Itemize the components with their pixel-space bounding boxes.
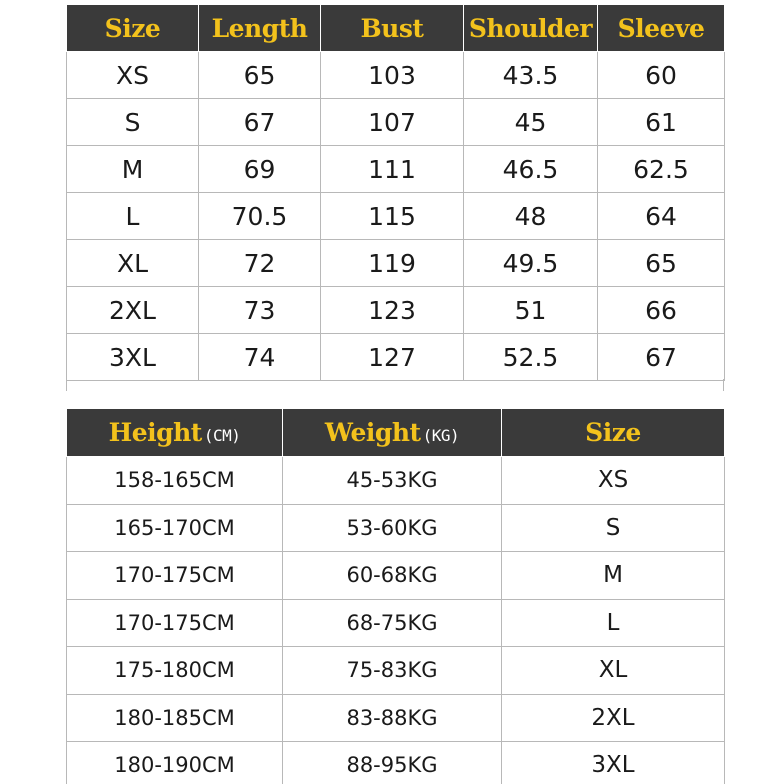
size-cell: XL [502, 647, 725, 695]
shoulder-cell: 43.5 [464, 52, 598, 99]
header-bust: Bust [321, 5, 464, 52]
measurement-table [66, 4, 725, 381]
table-row [67, 647, 725, 695]
sleeve-cell: 66 [598, 287, 725, 334]
size-recommendation-table [66, 408, 725, 784]
height-cell: 158-165CM [67, 457, 283, 505]
header-height [67, 409, 283, 457]
sleeve-cell: 60 [598, 52, 725, 99]
shoulder-cell: 46.5 [464, 146, 598, 193]
table-row [67, 599, 725, 647]
sleeve-cell: 61 [598, 99, 725, 146]
size-cell: L [502, 599, 725, 647]
table-row [67, 146, 725, 193]
height-cell: 180-190CM [67, 742, 283, 784]
size-cell: M [67, 146, 199, 193]
shoulder-cell: 49.5 [464, 240, 598, 287]
header-weight-label: Weight [324, 418, 421, 447]
bust-cell: 115 [321, 193, 464, 240]
table-row [67, 287, 725, 334]
sleeve-cell: 62.5 [598, 146, 725, 193]
table-row [67, 99, 725, 146]
weight-cell: 88-95KG [283, 742, 502, 784]
header-sleeve: Sleeve [598, 5, 725, 52]
table-row [67, 193, 725, 240]
size-cell: XS [502, 457, 725, 505]
length-cell: 70.5 [199, 193, 321, 240]
header-size [502, 409, 725, 457]
table-row [67, 334, 725, 381]
weight-cell: 45-53KG [283, 457, 502, 505]
length-cell: 65 [199, 52, 321, 99]
length-cell: 69 [199, 146, 321, 193]
size-cell: XL [67, 240, 199, 287]
sleeve-cell: 65 [598, 240, 725, 287]
length-cell: 73 [199, 287, 321, 334]
size-cell: 2XL [67, 287, 199, 334]
length-cell: 72 [199, 240, 321, 287]
table-row [67, 552, 725, 600]
header-weight-unit: (KG) [422, 426, 460, 445]
table-row [67, 52, 725, 99]
weight-cell: 53-60KG [283, 504, 502, 552]
weight-cell: 83-88KG [283, 694, 502, 742]
header-weight [283, 409, 502, 457]
size-cell: S [502, 504, 725, 552]
size-cell: M [502, 552, 725, 600]
size-cell: 3XL [502, 742, 725, 784]
bust-cell: 127 [321, 334, 464, 381]
recommendation-header-row [67, 409, 725, 457]
weight-cell: 75-83KG [283, 647, 502, 695]
weight-cell: 60-68KG [283, 552, 502, 600]
bust-cell: 103 [321, 52, 464, 99]
size-cell: S [67, 99, 199, 146]
shoulder-cell: 48 [464, 193, 598, 240]
sleeve-cell: 67 [598, 334, 725, 381]
measurement-header-row [67, 5, 725, 52]
height-cell: 180-185CM [67, 694, 283, 742]
header-length: Length [199, 5, 321, 52]
header-shoulder: Shoulder [464, 5, 598, 52]
bust-cell: 107 [321, 99, 464, 146]
header-size: Size [67, 5, 199, 52]
bust-cell: 111 [321, 146, 464, 193]
height-cell: 165-170CM [67, 504, 283, 552]
header-height-label: Height [108, 418, 202, 447]
table-row [67, 504, 725, 552]
size-cell: 2XL [502, 694, 725, 742]
size-cell: L [67, 193, 199, 240]
height-cell: 175-180CM [67, 647, 283, 695]
shoulder-cell: 52.5 [464, 334, 598, 381]
length-cell: 67 [199, 99, 321, 146]
bust-cell: 119 [321, 240, 464, 287]
size-cell: XS [67, 52, 199, 99]
shoulder-cell: 51 [464, 287, 598, 334]
header-size-label: Size [585, 418, 641, 447]
weight-cell: 68-75KG [283, 599, 502, 647]
sleeve-cell: 64 [598, 193, 725, 240]
table-row [67, 457, 725, 505]
length-cell: 74 [199, 334, 321, 381]
size-cell: 3XL [67, 334, 199, 381]
table-row [67, 694, 725, 742]
table-row [67, 240, 725, 287]
height-cell: 170-175CM [67, 599, 283, 647]
table-bottom-edge [66, 379, 724, 391]
shoulder-cell: 45 [464, 99, 598, 146]
header-height-unit: (CM) [203, 426, 241, 445]
height-cell: 170-175CM [67, 552, 283, 600]
table-row [67, 742, 725, 784]
bust-cell: 123 [321, 287, 464, 334]
